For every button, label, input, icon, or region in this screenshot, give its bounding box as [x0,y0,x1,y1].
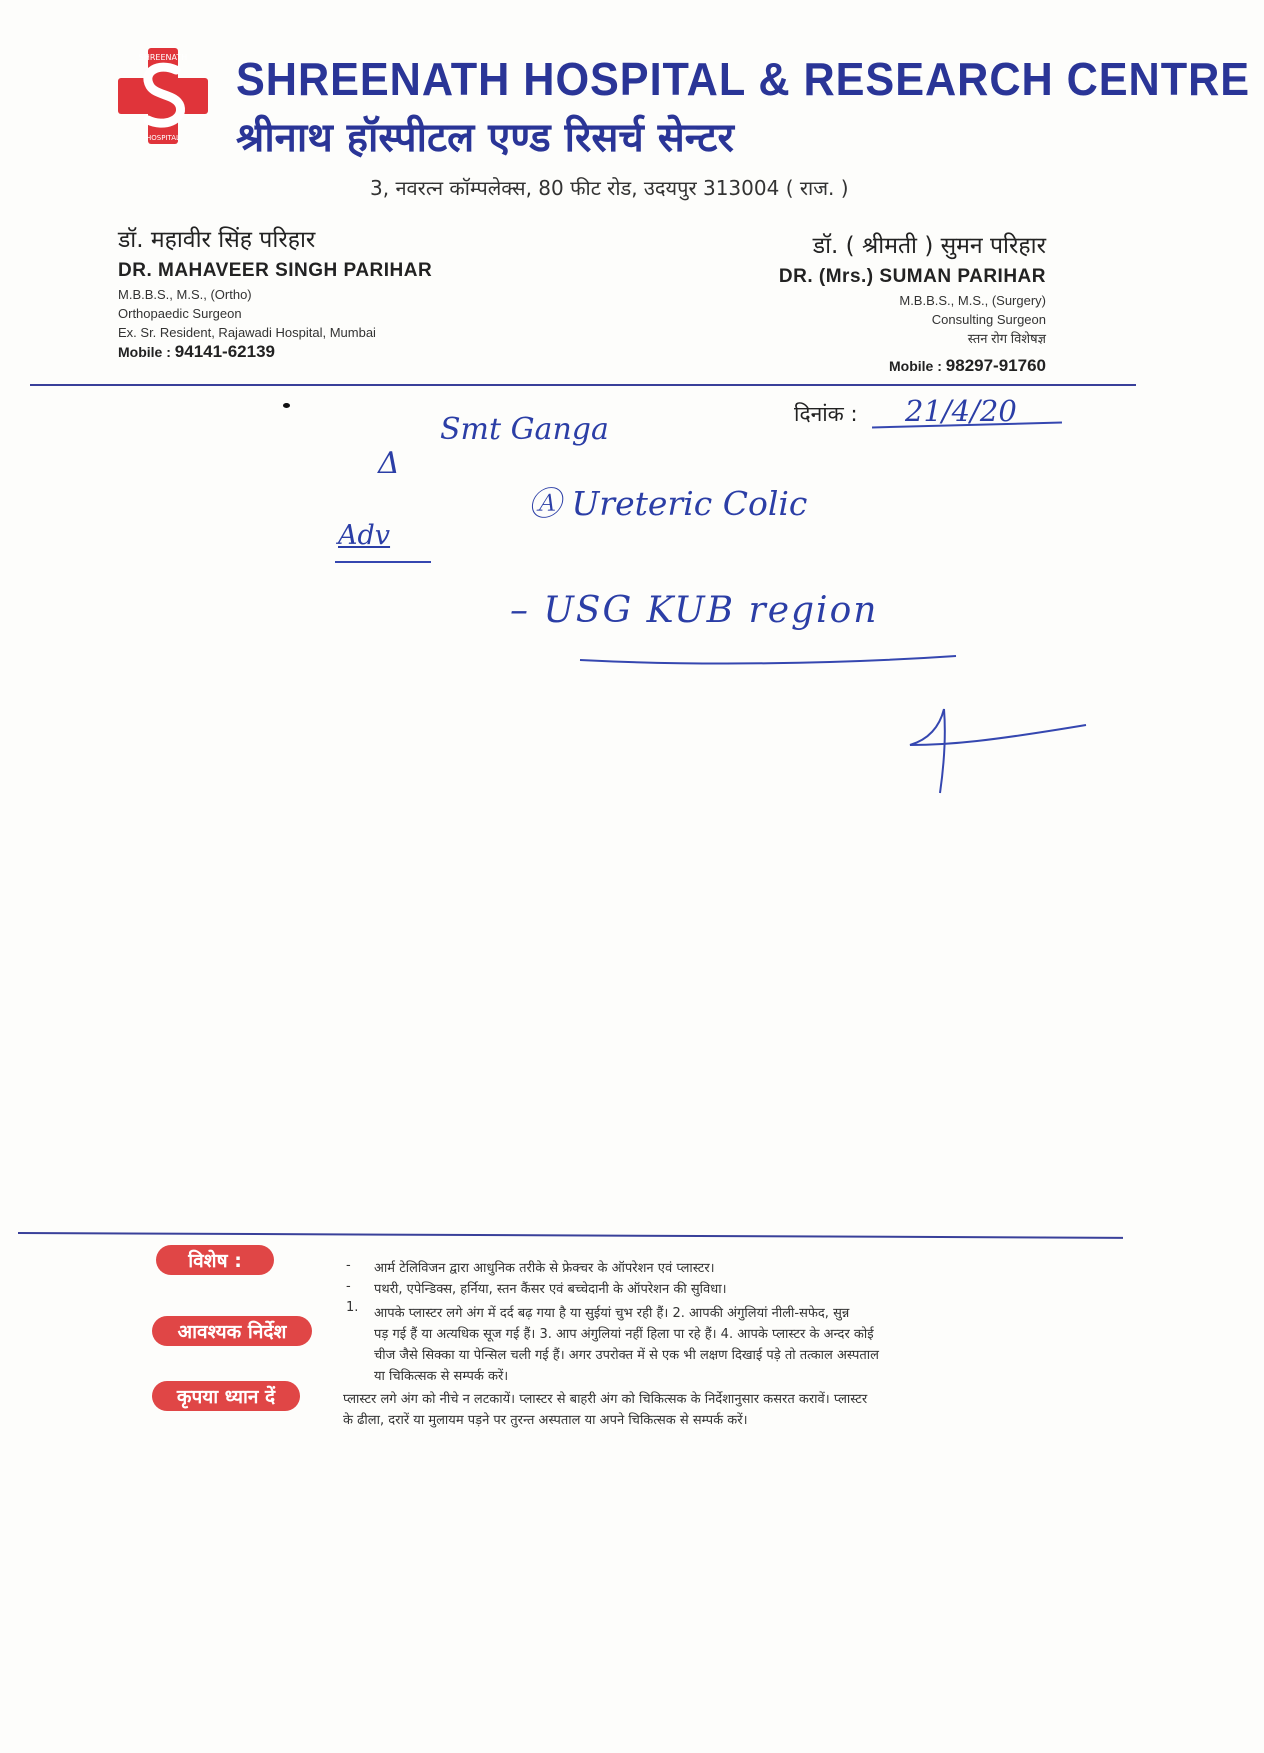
mobile-label: Mobile : [889,358,942,374]
vishesh-badge: विशेष : [156,1245,274,1275]
advice-underline [335,561,431,563]
handwritten-date: 21/4/20 [905,394,1017,428]
doctor-left-mobile [118,342,275,362]
instruction-line-1: आपके प्लास्टर लगे अंग में दर्द बढ़ गया है या सुईयां चुभ रही हैं। 2. आपकी अंगुलियां नीली-सफेद, सुन्न [374,1306,850,1321]
instruction-line-2: पड़ गई हैं या अत्यधिक सूज गई हैं। 3. आप अंगुलियां नहीं हिला पा रहे हैं। 4. आपके प्लास्टर के अन्दर कोई [374,1327,874,1342]
doctor-right-details [899,291,1046,348]
footer-divider [18,1232,1123,1239]
date-label: दिनांक : [794,402,858,426]
krupya-dhyan-badge: कृपया ध्यान दें [152,1381,300,1411]
doctor-left-name-hindi: डॉ. महावीर सिंह परिहार [118,227,316,253]
doctor-right-qualification: M.B.B.S., M.S., (Surgery) [899,293,1046,308]
doctor-right-role: Consulting Surgeon [931,312,1046,327]
mobile-number: 94141-62139 [174,342,275,361]
doctor-right-speciality: स्तन रोग विशेषज्ञ [967,331,1046,346]
doctor-right-mobile [889,356,1046,376]
hospital-logo [118,48,208,144]
doctor-left-qualification: M.B.B.S., M.S., (Ortho) [118,287,252,302]
handwritten-patient-name: Smt Ganga [440,412,609,447]
note-line-2: के ढीला, दरारें या मुलायम पड़ने पर तुरन्त अस्पताल या अपने चिकित्सक से सम्पर्क करें। [343,1413,748,1428]
bullet-dash: - [346,1258,351,1273]
advice-underline-stroke [578,652,958,672]
handwritten-diagnosis: Ⓐ Ureteric Colic [528,484,808,523]
doctor-left-name-english: DR. MAHAVEER SINGH PARIHAR [118,260,433,281]
doctor-left-details [118,285,376,342]
hospital-address: 3, नवरत्न कॉम्पलेक्स, 80 फीट रोड, उदयपुर 313004 ( राज. ) [370,176,849,200]
vishesh-item-2: पथरी, एपेन्डिक्स, हर्निया, स्तन कैंसर एवं बच्चेदानी के ऑपरेशन की सुविधा। [374,1282,727,1297]
logo-text-top: SHREENATH [138,53,188,62]
note-line-1: प्लास्टर लगे अंग को नीचे न लटकायें। प्लास्टर से बाहरी अंग को चिकित्सक के निर्देशानुसार कसरत करावें। प्लास्टर [343,1392,868,1407]
doctor-signature [900,705,1090,795]
hospital-title-hindi: श्रीनाथ हॉस्पीटल एण्ड रिसर्च सेन्टर [236,115,734,161]
logo-text-bottom: HOSPITAL [146,134,180,142]
bullet-dash: - [346,1279,351,1294]
instruction-line-4: या चिकित्सक से सम्पर्क करें। [374,1369,509,1384]
avashyak-nirdesh-badge: आवश्यक निर्देश [152,1316,312,1346]
doctor-left-experience: Ex. Sr. Resident, Rajawadi Hospital, Mumbai [118,325,376,340]
vishesh-item-1: आर्म टेलिविजन द्वारा आधुनिक तरीके से फ्रेक्चर के ऑपरेशन एवं प्लास्टर। [374,1261,715,1276]
ink-dot [283,403,290,408]
doctor-right-name-english: DR. (Mrs.) SUMAN PARIHAR [778,266,1046,287]
handwritten-advice: – USG KUB region [510,590,879,631]
doctor-right-name-hindi: डॉ. ( श्रीमती ) सुमन परिहार [812,233,1046,259]
instruction-number: 1. [346,1300,359,1315]
header-divider [30,384,1136,386]
mobile-label: Mobile : [118,344,171,360]
handwritten-diagnosis-symbol: Δ [378,446,400,481]
mobile-number: 98297-91760 [945,356,1046,375]
handwritten-advice-label: Adv [338,520,391,551]
hospital-title-english: SHREENATH HOSPITAL & RESEARCH CENTRE [236,53,1251,105]
instruction-line-3: चीज जैसे सिक्का या पेन्सिल चली गई हैं। अगर उपरोक्त में से एक भी लक्षण दिखाई पड़े तो तत्काल अस्पताल [374,1348,879,1363]
doctor-left-role: Orthopaedic Surgeon [118,306,242,321]
